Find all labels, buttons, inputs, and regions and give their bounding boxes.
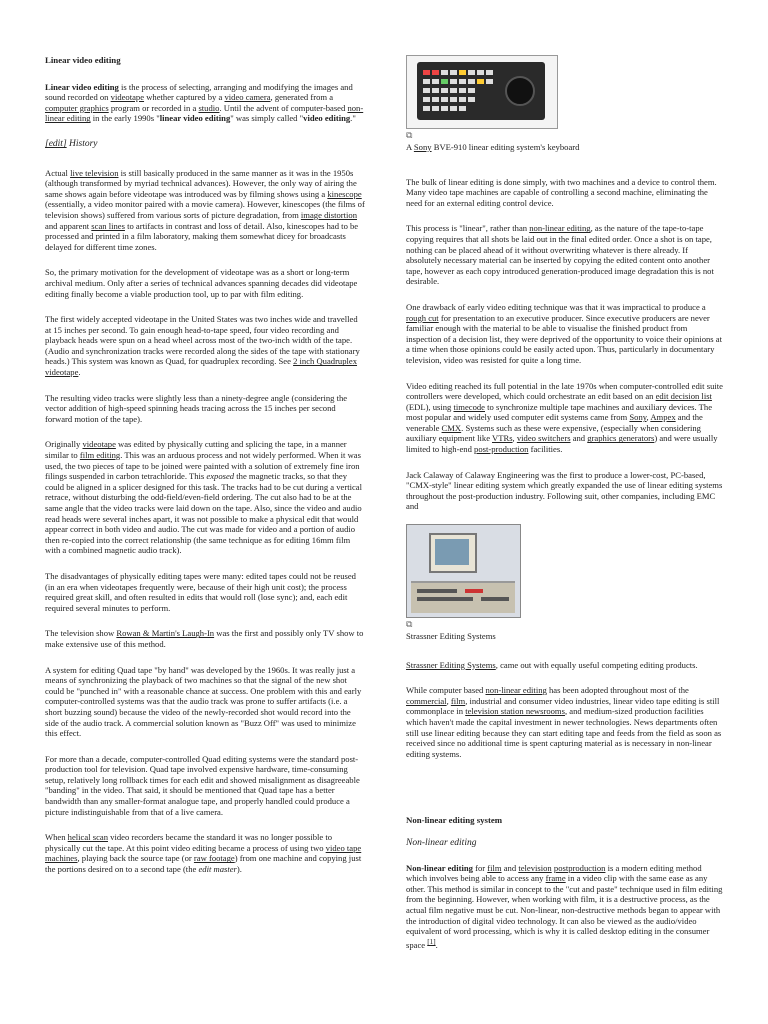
- history-paragraph-8: A system for editing Quad tape "by hand" was developed by the 1960s. It was really just a means of synchronizing the playback of two machines so that the signal of the new shot could be "punched in" with a reasonable chance at success. One problem with this and early computer-controlled systems was that the audio track was prone to suffer artifacts (i.e. a short buzzing sound) because the video of the newly-recorded shot would record into the side of the audio track. A commercial solution known as "Buzz Off" was used to minimize this effect.: [45, 664, 362, 739]
- sony-keyboard-image[interactable]: [406, 55, 558, 129]
- right-column: [406, 55, 724, 965]
- nle-subheading: Non-linear editing: [406, 837, 477, 848]
- link-rough-cut[interactable]: rough cut: [406, 312, 439, 323]
- link-helical-scan[interactable]: helical scan: [67, 832, 108, 843]
- right-paragraph-6: Strassner Editing Systems, came out with equally useful competing editing products.: [406, 659, 698, 670]
- history-paragraph-3: The first widely accepted videotape in the United States was two inches wide and travelled at 15 inches per second. To gain enough head-to-tape speed, four video recording and playback heads were spun on a head wheel across most of the two-inch width of the tape. (Audio and synchronization tracks were recorded along the sides of the tape with stationary heads.) This system was known as Quad, for quadruplex recording. See 2 inch Quadruplex videotape.: [45, 314, 360, 378]
- right-paragraph-7: While computer based non-linear editing has been adopted throughout most of the commercial, film, industrial and consumer video industries, linear video tape editing is still commonplace in television station newsrooms, and medium-sized production facilities which haven't made the capital investment in newer technologies. News departments often still use linear editing because they can start editing tape and feeds from the field as soon as received since no additional time is spent capturing material as is necessary in non-linear editing systems.: [406, 685, 722, 759]
- link-non-linear-editing[interactable]: non-linear editing: [45, 102, 364, 124]
- reference-link[interactable]: [1]: [427, 937, 436, 946]
- link-non-linear-editing-2[interactable]: non-linear editing: [529, 223, 591, 234]
- link-sony[interactable]: Sony: [413, 142, 432, 152]
- link-quadruplex[interactable]: 2 inch Quadruplex videotape: [45, 356, 358, 378]
- link-computer-graphics[interactable]: computer graphics: [45, 102, 109, 113]
- jog-wheel: [505, 76, 535, 106]
- enlarge-icon[interactable]: ⧉: [406, 130, 413, 140]
- link-film[interactable]: film: [450, 695, 466, 706]
- strassner-caption: Strassner Editing Systems: [406, 631, 496, 642]
- right-paragraph-2: This process is "linear", rather than non-linear editing, as the nature of the tape-to-tape copying requires that all shots be laid out in the final edited order. Once a shot is on tape, nothing can be placed ahead of it without overwriting whatever is there already. If absolutely necessary material can be inserted by copying the edited content onto another tape, however as each copy introduced generation-produced image degradation this is not desirable.: [406, 223, 714, 287]
- link-raw-footage[interactable]: raw footage: [193, 853, 235, 864]
- left-column: [45, 55, 365, 890]
- link-non-linear-editing-3[interactable]: non-linear editing: [485, 685, 547, 696]
- history-edit-link[interactable]: [edit]: [45, 138, 67, 149]
- link-television[interactable]: television: [518, 862, 552, 873]
- link-sony-2[interactable]: Sony: [629, 412, 647, 423]
- link-film-editing[interactable]: film editing: [79, 450, 121, 461]
- link-videotape[interactable]: videotape: [110, 92, 145, 103]
- nle-paragraph: Non-linear editing for film and television postproduction is a modern editing method which involves being able to access any frame in a video clip with the same ease as any other. This method is similar in concept to the "cut and paste" technique used in film editing from the beginning. However, when working with film, it is a destructive process, as the actual film negative must be cut. Non-linear, non-destructive methods began to appear with the introduction of digital video technology. It can also be viewed as the audio/video equivalent of word processing, which is why it is called desktop editing in the consumer space [1].: [406, 862, 723, 950]
- link-cmx[interactable]: CMX: [441, 422, 462, 433]
- link-graphics-generators[interactable]: graphics generators: [587, 433, 655, 444]
- history-paragraph-6: The disadvantages of physically editing tapes were many: edited tapes could not be reused (in an era when videotapes frequently were, because of their high unit cost); the process required great skill, and often resulted in edits that would roll (lose sync); and, each edit required several minutes to perform.: [45, 570, 356, 613]
- history-paragraph-4: The resulting video tracks were slightly less than a ninety-degree angle (considering the vector addition of high-speed spinning heads tracing across the 15 inches per second forward motion of the tape).: [45, 392, 348, 424]
- link-ampex[interactable]: Ampex: [650, 412, 676, 423]
- right-paragraph-3: One drawback of early video editing technique was that it was impractical to produce a rough cut for presentation to an executive producer. Since executive producers are never familiar enough with the material to be able to visualise the finished product from inspection of a decision list, they were deprived of the opportunity to voice their opinions at a time when those opinions could be easily acted upon. Thus, particularly in documentary television, video was resisted for quite a long time.: [406, 301, 722, 365]
- history-paragraph-10: When helical scan video recorders became the standard it was no longer possible to physically cut the tape. At this point video editing became a process of using two video tape machines, playing back the source tape (or raw footage) from one machine and copying just the portions desired on to a second tape (the edit master).: [45, 832, 362, 875]
- right-paragraph-1: The bulk of linear editing is done simply, with two machines and a device to control them. Many video tape machines are capable of controlling a second machine, eliminating the need for an external editing control device.: [406, 176, 717, 208]
- link-video-camera[interactable]: video camera: [224, 92, 271, 103]
- history-paragraph-7: The television show Rowan & Martin's Laugh-In was the first and possibly only TV show to make extensive use of this method.: [45, 628, 364, 649]
- history-paragraph-5: Originally videotape was edited by physically cutting and splicing the tape, in a manner similar to film editing. This was an arduous process and not widely performed. When it was used, the two pieces of tape to be joined were painted with a solution of extremely fine iron filings suspended in carbon tetrachloride. This exposed the magnetic tracks, so that they could be aligned in a splicer designed for this task. The tracks had to be cut during a vertical retrace, without disturbing the odd-field/even-field ordering. The cut also had to be at the same angle that the video tracks were laid down on the tape. Also, since the video and audio read heads were several inches apart, it was not possible to make a physical edit that would appear correct in both video and audio. The cut was made for video and a portion of audio then re-copied into the correct relationship (the same technique as for editing 16mm film with a combined magnetic audio track).: [45, 439, 362, 556]
- history-paragraph-9: For more than a decade, computer-controlled Quad editing systems were the standard post-production tool for television. Quad tape involved expensive hardware, time-consuming setup, relatively long rollback times for each edit and showed misalignment as disagreeable "banding" in the video. That said, it should be mentioned that Quad tape has a better bandwidth than any smaller-format analogue tape, and properly handled could produce a picture indistinguishable from that of a live camera.: [45, 753, 360, 817]
- keyboard-body: [417, 62, 545, 120]
- link-postproduction[interactable]: postproduction: [553, 862, 606, 873]
- editing-desk: [411, 581, 515, 613]
- history-paragraph-1: Actual live television is still basically produced in the same manner as it was in the 1950s (although transformed by myriad technical advances). However, the only way of airing the same shows again before videotape was introduced was by filming shows using a kinescope (essentially, a video monitor paired with a movie camera). However, kinescopes (the films of television shows) suffered from various sorts of picture degradation, from image distortion and apparent scan lines to artifacts in contrast and loss of detail. Also, kinescopes had to be processed and printed in a film laboratory, making them somewhat dicey for broadcasts delayed for different time zones.: [45, 167, 365, 252]
- link-newsrooms[interactable]: television station newsrooms: [465, 706, 565, 717]
- link-timecode[interactable]: timecode: [453, 401, 485, 412]
- link-commercial[interactable]: commercial: [406, 695, 447, 706]
- link-vtrs[interactable]: VTRs: [492, 433, 513, 444]
- link-studio[interactable]: studio: [198, 102, 220, 113]
- article-title: Linear video editing: [45, 55, 121, 65]
- link-film-2[interactable]: film: [487, 862, 502, 873]
- link-videotape-2[interactable]: videotape: [82, 439, 116, 450]
- link-strassner[interactable]: Strassner Editing Systems: [406, 659, 496, 670]
- link-image-distortion[interactable]: image distortion: [300, 209, 358, 220]
- intro-paragraph: Linear video editing is the process of selecting, arranging and modifying the images and sound recorded on videotape whether captured by a video camera, generated from a computer graphics program or recorded in a studio. Until the advent of computer-based non-linear editing in the early 1990s "linear video editing" was simply called "video editing.": [45, 81, 364, 124]
- link-edl[interactable]: edit decision list: [655, 391, 712, 402]
- link-scan-lines[interactable]: scan lines: [91, 220, 125, 231]
- link-kinescope[interactable]: kinescope: [327, 188, 362, 199]
- link-laugh-in[interactable]: Rowan & Martin's Laugh-In: [116, 628, 215, 639]
- enlarge-icon-2[interactable]: ⧉: [406, 619, 413, 630]
- right-paragraph-5: Jack Calaway of Calaway Engineering was the first to produce a lower-cost, PC-based, "CMX-style" linear editing system which greatly expanded the use of linear editing systems throughout the post-production industry. Following suit, other companies, including EMC and: [406, 469, 723, 512]
- history-paragraph-2: So, the primary motivation for the development of videotape was as a short or long-term archival medium. Only after a series of technical advances spanning decades did videotape editing finally become a viable production tool, up to par with film editing.: [45, 267, 358, 299]
- link-frame[interactable]: frame: [545, 873, 566, 884]
- monitor: [429, 533, 477, 573]
- link-video-tape-machines[interactable]: video tape machines: [45, 842, 362, 864]
- right-paragraph-4: Video editing reached its full potential in the late 1970s when computer-controlled edit suite controllers were developed, which could orchestrate an edit based on an edit decision list (EDL), using timecode to synchronize multiple tape machines and auxiliary devices. The most popular and widely used computer edit systems came from Sony, Ampex and the venerable CMX. Systems such as these were expensive, (especially when considering auxiliary equipment like VTRs, video switchers and graphics generators) and were usually limited to high-end post-production facilities.: [406, 380, 723, 455]
- link-post-production[interactable]: post-production: [474, 444, 529, 455]
- link-live-television[interactable]: live television: [70, 167, 119, 178]
- history-heading: [edit] History: [45, 138, 98, 149]
- keyboard-caption: A Sony BVE-910 linear editing system's keyboard: [406, 142, 580, 152]
- nle-title: Non-linear editing system: [406, 815, 503, 826]
- strassner-system-image[interactable]: [406, 524, 521, 618]
- link-video-switchers[interactable]: video switchers: [516, 433, 571, 444]
